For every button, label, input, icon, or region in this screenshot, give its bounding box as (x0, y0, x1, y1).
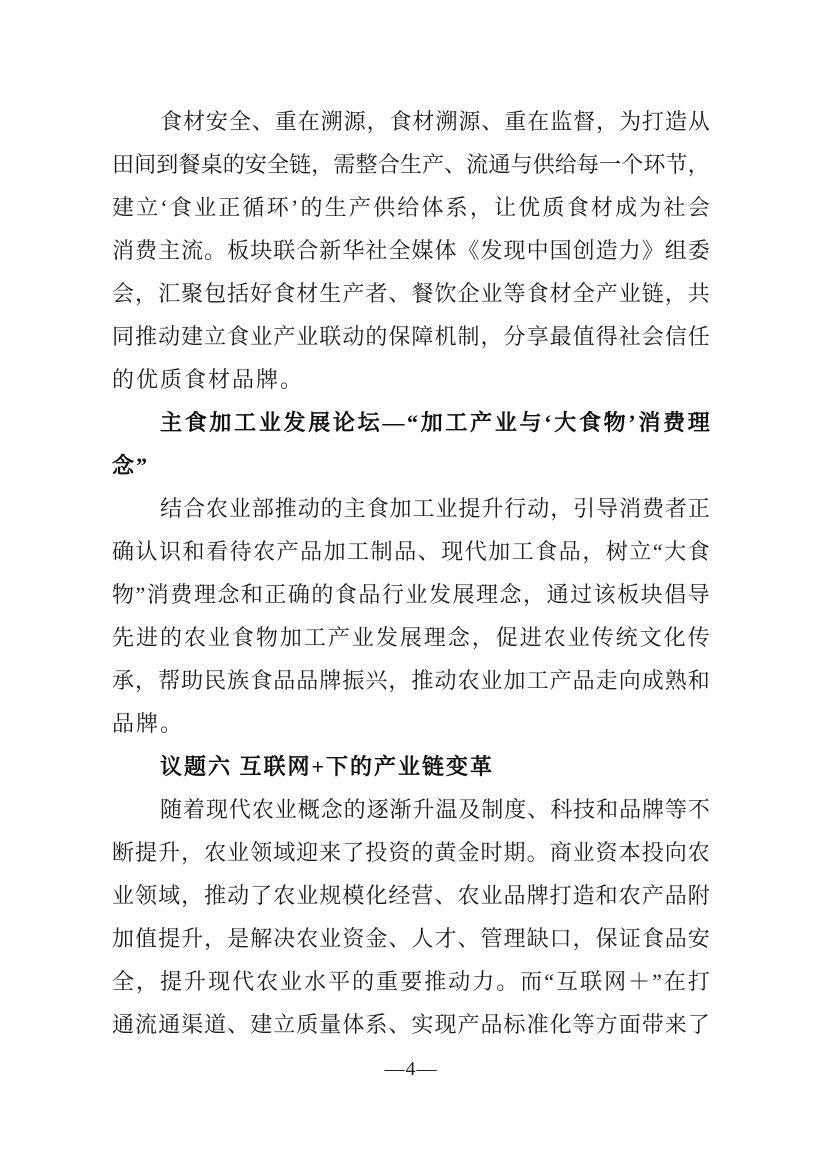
text-line: 承 ， 帮 助 民 族 食 品 品 牌 振 兴 ， 推 动 农 业 加 工 产 品 走 向 成 熟 和 (112, 668, 710, 693)
document-body (112, 100, 710, 1046)
text-line: 先 进 的 农 业 食 物 加 工 产 业 发 展 理 念 ， 促 进 农 业 传 统 文 化 传 (112, 625, 710, 650)
text-line: 随 着 现 代 农 业 概 念 的 逐 渐 升 温 及 制 度 、 科 技 和 品 牌 等 不 (160, 797, 710, 822)
text-line: 确 认 识 和 看 待 农 产 品 加 工 制 品 、 现 代 加 工 食 品 ， 树 立 “ 大 食 (112, 539, 710, 564)
page-number: —4— (384, 1058, 438, 1080)
text-line: 同 推 动 建 立 食 业 产 业 联 动 的 保 障 机 制 ， 分 享 最 值 得 社 会 信 任 (112, 324, 710, 349)
text-line: 食 材 安 全 、 重 在 溯 源 ， 食 材 溯 源 、 重 在 监 督 ， 为 打 造 从 (160, 109, 710, 134)
text-line: 断 提 升 ， 农 业 领 域 迎 来 了 投 资 的 黄 金 时 期 。 商 业 资 本 投 向 农 (112, 840, 710, 865)
text-line: 的优质食材品牌。 (112, 367, 305, 392)
text-line: 会 ， 汇 聚 包 括 好 食 材 生 产 者 、 餐 饮 企 业 等 食 材 全 产 业 链 ， 共 (112, 281, 710, 306)
text-line: 业 领 域 ， 推 动 了 农 业 规 模 化 经 营 、 农 业 品 牌 打 造 和 农 产 品 附 (112, 883, 710, 908)
section-heading-line: 念” (112, 453, 150, 478)
text-line: 田 间 到 餐 桌 的 安 全 链 ， 需 整 合 生 产 、 流 通 与 供 给 每 一 个 环 节 ， (112, 152, 710, 177)
text-line: 全 ， 提 升 现 代 农 业 水 平 的 重 要 推 动 力 。 而 “ 互 联 网 ＋ ” 在 打 (112, 969, 710, 994)
text-line: 物 ” 消 费 理 念 和 正 确 的 食 品 行 业 发 展 理 念 ， 通 过 该 板 块 倡 导 (112, 582, 710, 607)
section-heading-line: 主 食 加 工 业 发 展 论 坛 — “ 加 工 产 业 与 ‘ 大 食 物 ’ 消 费 理 (160, 410, 710, 435)
section-heading-line: 议题六 互联网+下的产业链变革 (160, 754, 495, 779)
text-line: 加 值 提 升 ， 是 解 决 农 业 资 金 、 人 才 、 管 理 缺 口 ， 保 证 食 品 安 (112, 926, 710, 951)
text-line: 结 合 农 业 部 推 动 的 主 食 加 工 业 提 升 行 动 ， 引 导 消 费 者 正 (160, 496, 710, 521)
text-line: 通 流 通 渠 道 、 建 立 质 量 体 系 、 实 现 产 品 标 准 化 等 方 面 带 来 了 (112, 1012, 710, 1037)
text-line: 消 费 主 流 。 板 块 联 合 新 华 社 全 媒 体 《 发 现 中 国 创 造 力 》 组 委 (112, 238, 710, 263)
text-line: 建 立 ‘ 食 业 正 循 环 ’ 的 生 产 供 给 体 系 ， 让 优 质 食 材 成 为 社 会 (112, 195, 710, 220)
text-line: 品牌。 (112, 711, 185, 736)
